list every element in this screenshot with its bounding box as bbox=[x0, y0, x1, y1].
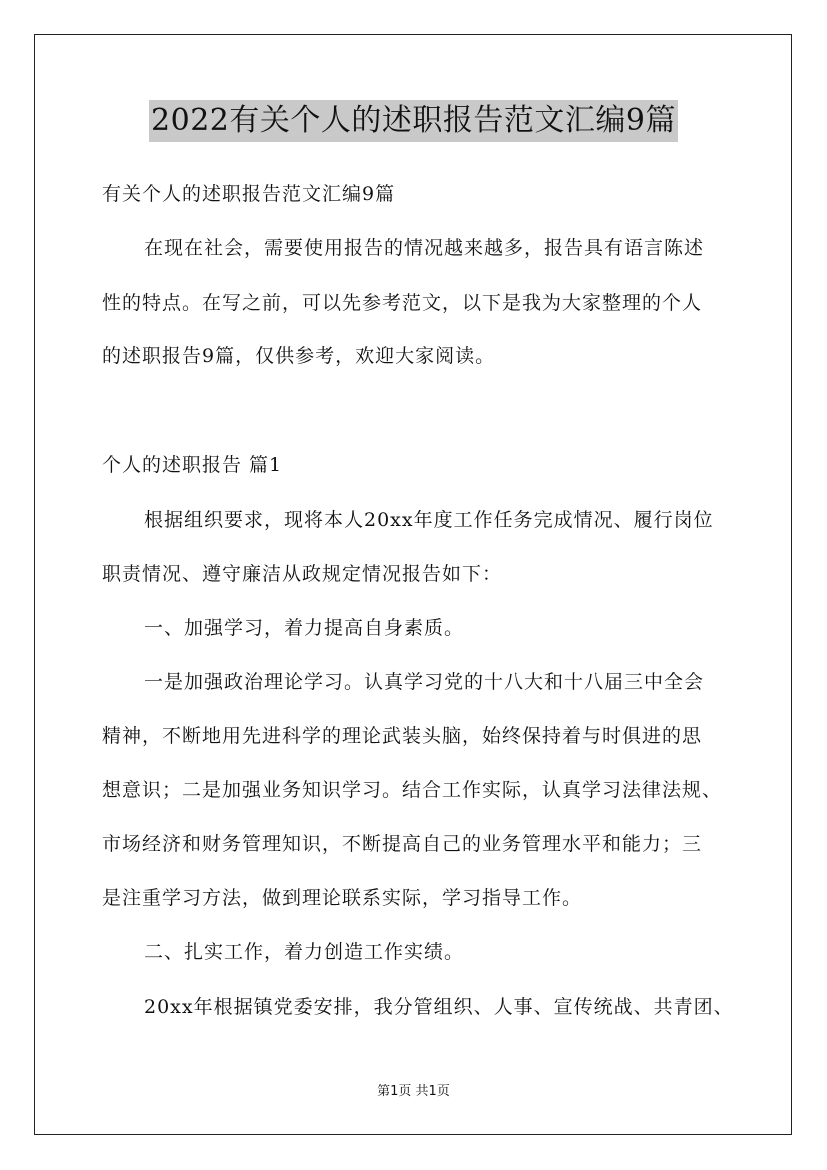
paragraph-line: 职责情况、遵守廉洁从政规定情况报告如下： bbox=[102, 563, 503, 585]
paragraph-line: 根据组织要求，现将本人20xx年度工作任务完成情况、履行岗位 bbox=[144, 509, 714, 531]
page-number-footer: 第1页 共1页 bbox=[377, 1084, 450, 1099]
document-title: 2022有关个人的述职报告范文汇编9篇 bbox=[149, 100, 678, 142]
paragraph-line: 的述职报告9篇，仅供参考，欢迎大家阅读。 bbox=[102, 345, 496, 367]
paragraph-line: 一是加强政治理论学习。认真学习党的十八大和十八届三中全会 bbox=[144, 671, 705, 693]
subsection-heading: 一、加强学习，着力提高自身素质。 bbox=[144, 617, 465, 639]
paragraph-line: 精神，不断地用先进科学的理论武装头脑，始终保持着与时俱进的思 bbox=[102, 725, 703, 747]
paragraph-line: 性的特点。在写之前，可以先参考范文，以下是我为大家整理的个人 bbox=[102, 292, 703, 314]
paragraph-line: 是注重学习方法，做到理论联系实际，学习指导工作。 bbox=[102, 887, 583, 909]
paragraph-line: 在现在社会，需要使用报告的情况越来越多，报告具有语言陈述 bbox=[144, 237, 705, 259]
paragraph-line: 市场经济和财务管理知识，不断提高自己的业务管理水平和能力；三 bbox=[102, 833, 703, 855]
paragraph-line: 20xx年根据镇党委安排，我分管组织、人事、宣传统战、共青团、 bbox=[144, 996, 734, 1018]
subsection-heading: 二、扎实工作，着力创造工作实绩。 bbox=[144, 941, 465, 963]
paragraph-line: 想意识；二是加强业务知识学习。结合工作实际，认真学习法律法规、 bbox=[102, 779, 723, 801]
title-container bbox=[0, 100, 827, 142]
section-heading: 个人的述职报告 篇1 bbox=[102, 454, 283, 476]
subtitle-line: 有关个人的述职报告范文汇编9篇 bbox=[102, 183, 396, 205]
